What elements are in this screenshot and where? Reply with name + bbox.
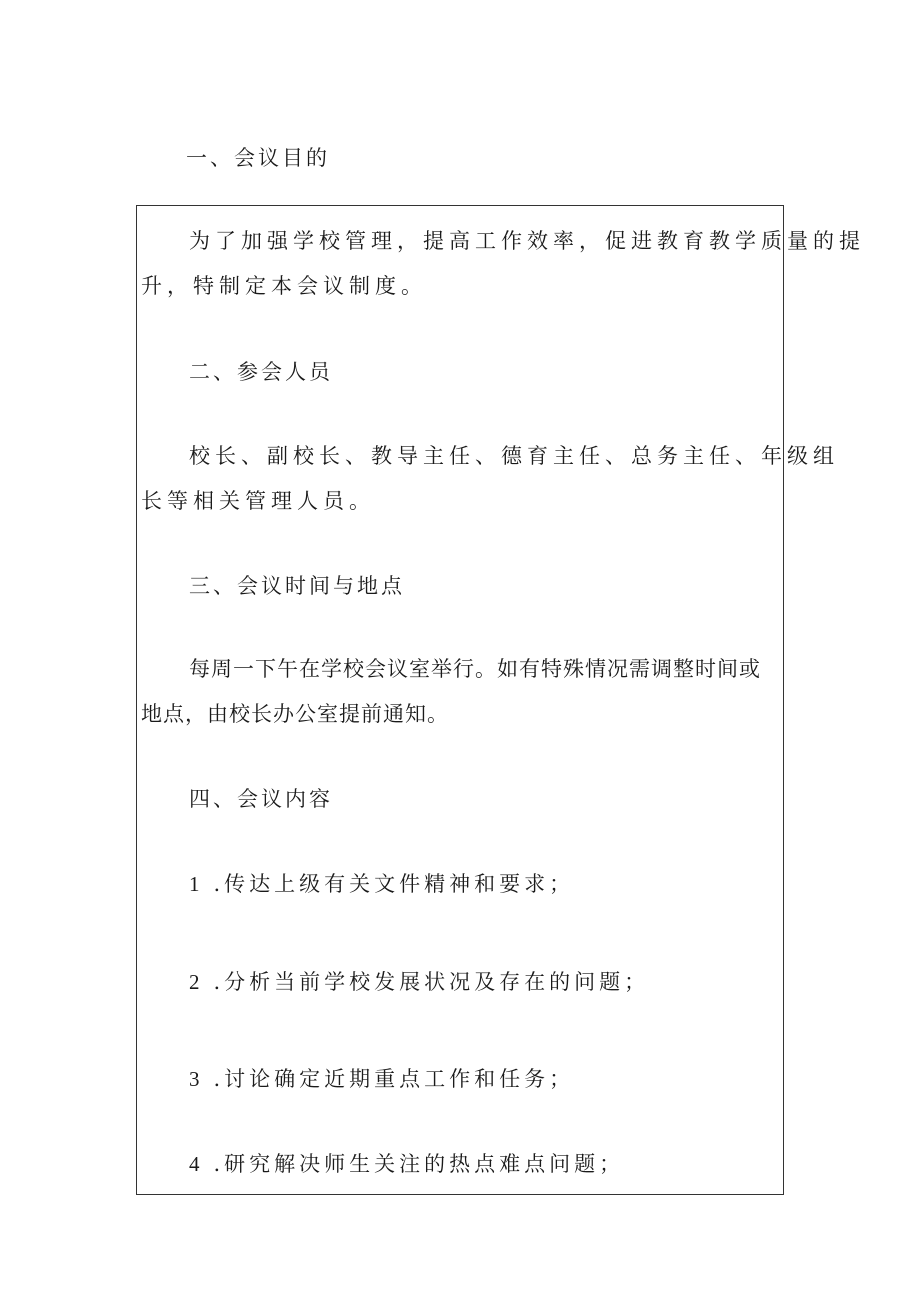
list-item-text: .传达上级有关文件精神和要求； <box>213 872 575 896</box>
list-item <box>189 1061 574 1097</box>
list-item <box>189 964 649 1000</box>
content-frame <box>136 205 865 1195</box>
list-item-text: .讨论确定近期重点工作和任务； <box>213 1067 575 1091</box>
section2-paragraph-line1: 校长、副校长、教导主任、德育主任、总务主任、年级组 <box>189 444 839 468</box>
section2-paragraph-line2: 长等相关管理人员。 <box>141 489 375 513</box>
list-item-number: 2 <box>189 970 200 994</box>
list-item-text: .研究解决师生关注的热点难点问题； <box>213 1152 625 1176</box>
section3-paragraph-line2: 地点，由校长办公室提前通知。 <box>141 702 449 726</box>
section4-heading: 四、会议内容 <box>189 787 333 811</box>
list-item <box>189 866 574 902</box>
section2-heading: 二、参会人员 <box>189 360 333 384</box>
list-item-number: 3 <box>189 1067 200 1091</box>
section1-paragraph-line1: 为了加强学校管理，提高工作效率，促进教育教学质量的提 <box>189 229 865 253</box>
section3-heading: 三、会议时间与地点 <box>189 574 405 598</box>
list-item-number: 1 <box>189 872 200 896</box>
list-item <box>189 1146 624 1182</box>
section3-paragraph-line1: 每周一下午在学校会议室举行。如有特殊情况需调整时间或 <box>189 657 761 681</box>
section1-paragraph-line2: 升，特制定本会议制度。 <box>141 274 427 298</box>
list-item-text: .分析当前学校发展状况及存在的问题； <box>213 970 650 994</box>
list-item-number: 4 <box>189 1152 200 1176</box>
section1-heading: 一、会议目的 <box>186 146 330 170</box>
